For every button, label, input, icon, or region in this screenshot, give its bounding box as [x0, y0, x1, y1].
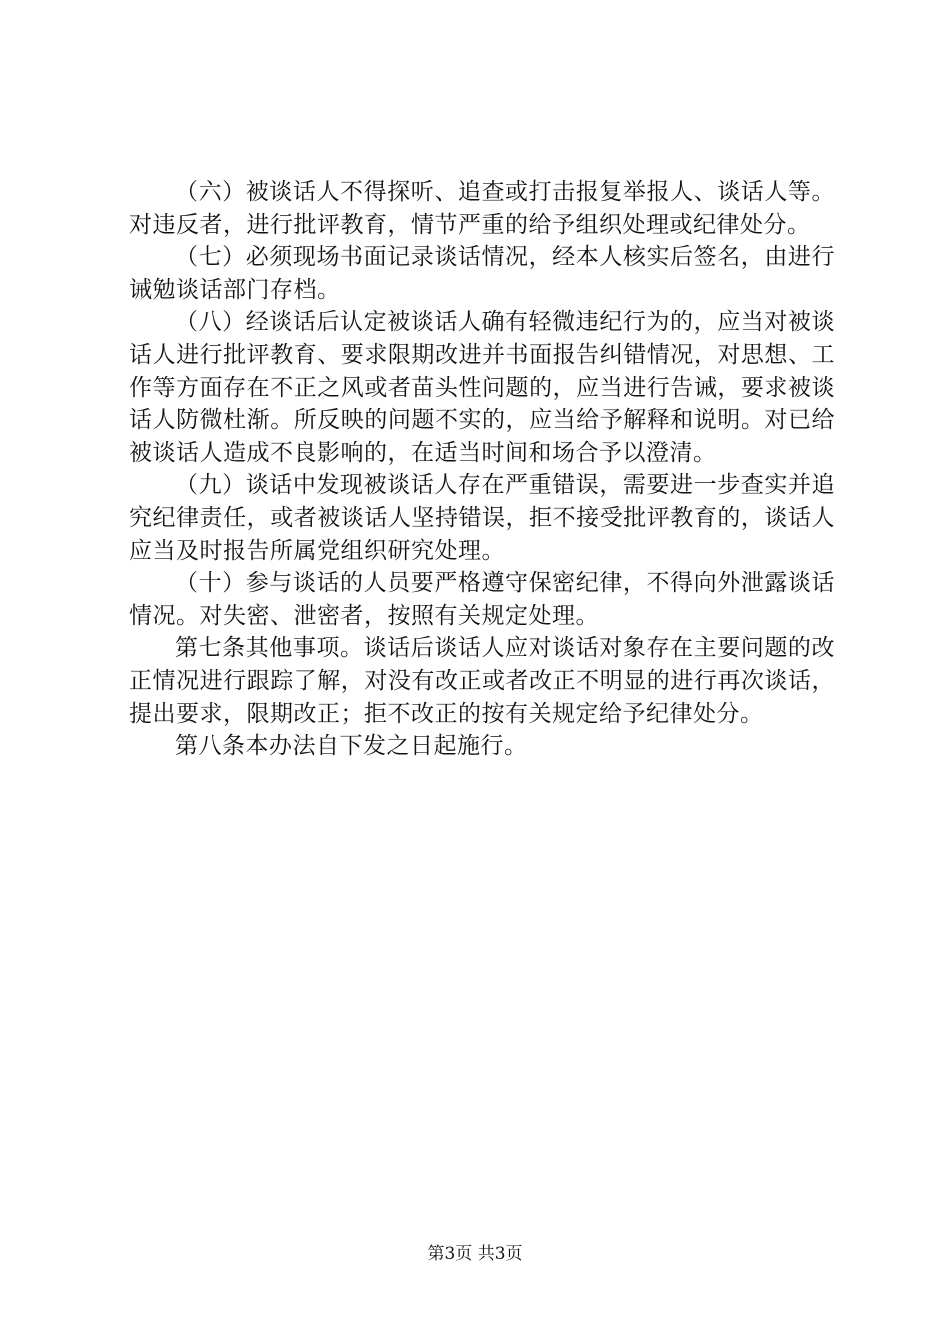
paragraph-item-8: （八）经谈话后认定被谈话人确有轻微违纪行为的，应当对被谈话人进行批评教育、要求限期改进并书面报告纠错情况，对思想、工作等方面存在不正之风或者苗头性问题的，应当进行告诫，要求被谈话人防微杜渐。所反映的问题不实的，应当给予解释和说明。对已给被谈话人造成不良影响的，在适当时间和场合予以澄清。 [129, 309, 835, 466]
article-7-paragraph: 第七条其他事项。谈话后谈话人应对谈话对象存在主要问题的改正情况进行跟踪了解，对没有改正或者改正不明显的进行再次谈话，提出要求，限期改正；拒不改正的按有关规定给予纪律处分。 [129, 635, 835, 727]
paragraph-item-6: （六）被谈话人不得探听、追查或打击报复举报人、谈话人等。对违反者，进行批评教育，情节严重的给予组织处理或纪律处分。 [129, 179, 835, 238]
document-body [129, 176, 835, 763]
page-number-footer: 第3页 共3页 [427, 1244, 523, 1264]
paragraph-item-10: （十）参与谈话的人员要严格遵守保密纪律，不得向外泄露谈话情况。对失密、泄密者，按照有关规定处理。 [129, 570, 835, 629]
paragraph-item-7: （七）必须现场书面记录谈话情况，经本人核实后签名，由进行诫勉谈话部门存档。 [129, 244, 835, 303]
article-8-paragraph: 第八条本办法自下发之日起施行。 [175, 733, 528, 760]
paragraph-item-9: （九）谈话中发现被谈话人存在严重错误，需要进一步查实并追究纪律责任，或者被谈话人坚持错误，拒不接受批评教育的，谈话人应当及时报告所属党组织研究处理。 [129, 472, 835, 564]
